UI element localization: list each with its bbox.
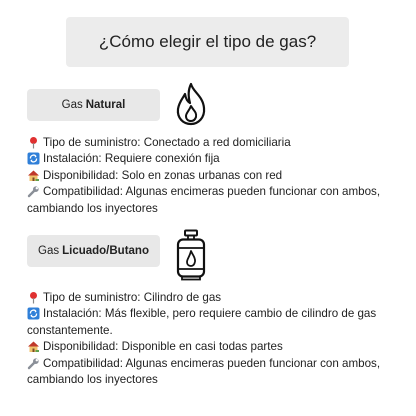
gas-natural-label bbox=[27, 89, 160, 121]
detail-line-compatibility: Compatibilidad: Algunas encimeras pueden funcionar con ambos, cambiando los inyectores bbox=[27, 185, 381, 215]
gas-natural-details bbox=[27, 135, 397, 217]
label-prefix: Gas bbox=[61, 99, 83, 111]
label-bold: Licuado/Butano bbox=[62, 245, 149, 257]
label-bold: Natural bbox=[85, 99, 126, 111]
gas-cylinder-icon bbox=[175, 229, 207, 281]
wrench-icon bbox=[27, 357, 40, 369]
flame-icon bbox=[173, 82, 209, 126]
gas-licuado-details bbox=[27, 290, 397, 388]
detail-line-availability: Disponibilidad: Disponible en casi todas partes bbox=[27, 339, 397, 355]
wrench-icon bbox=[27, 185, 40, 197]
page-title: ¿Cómo elegir el tipo de gas? bbox=[66, 17, 349, 67]
detail-line-installation: Instalación: Requiere conexión fija bbox=[27, 151, 397, 167]
detail-line-supply: Tipo de suministro: Cilindro de gas bbox=[27, 290, 397, 306]
detail-line-supply: Tipo de suministro: Conectado a red domiciliaria bbox=[27, 135, 397, 151]
detail-line-compatibility: Compatibilidad: Algunas encimeras pueden funcionar con ambos, cambiando los inyectores bbox=[27, 356, 381, 387]
detail-line-installation: Instalación: Más flexible, pero requiere cambio de cilindro de gas constantemente. bbox=[27, 307, 377, 337]
label-prefix: Gas bbox=[38, 245, 60, 257]
detail-line-availability: Disponibilidad: Solo en zonas urbanas con red bbox=[27, 168, 397, 184]
cycle-icon bbox=[27, 152, 40, 164]
cycle-icon bbox=[27, 307, 40, 319]
pin-icon bbox=[27, 136, 40, 148]
pin-icon bbox=[27, 291, 40, 303]
house-icon bbox=[27, 169, 40, 181]
house-icon bbox=[27, 340, 40, 352]
gas-licuado-label bbox=[27, 235, 160, 267]
